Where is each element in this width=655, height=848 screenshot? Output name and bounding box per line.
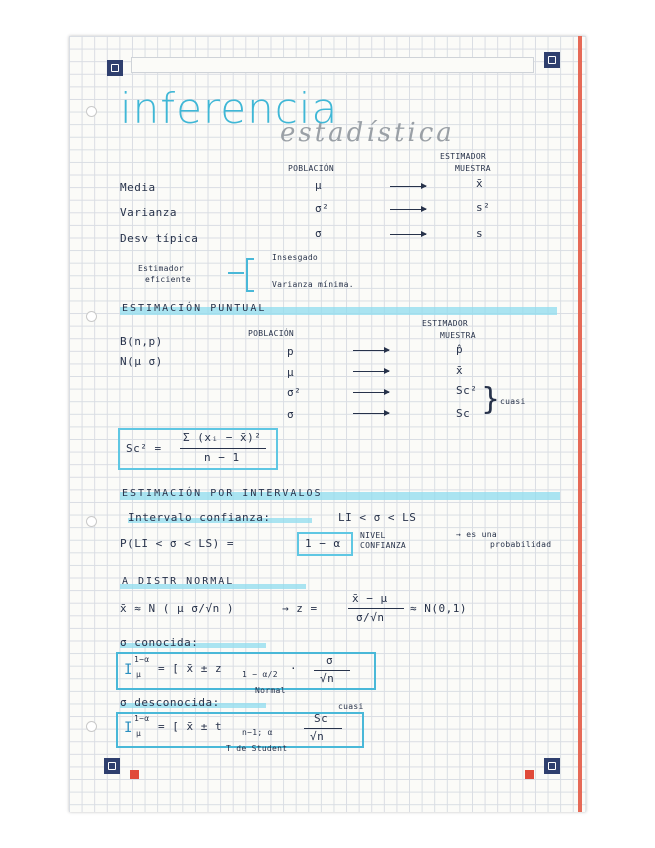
interval-sub: μ xyxy=(136,670,142,679)
binder-hole xyxy=(86,516,97,527)
binder-hole xyxy=(86,106,97,117)
row-est: s² xyxy=(476,201,491,214)
formula1-zsub: 1 − α/2 xyxy=(242,670,278,679)
cuasi-note: cuasi xyxy=(500,397,526,406)
arrow-icon xyxy=(353,392,389,393)
formula-numerator: Σ (xᵢ − x̄)² xyxy=(183,431,262,444)
confianza-expr: LI < σ < LS xyxy=(338,511,417,524)
row-est: s xyxy=(476,227,484,240)
z-numerator: x̄ − μ xyxy=(352,592,388,605)
formula2-tsub: n−1; α xyxy=(242,728,273,737)
interval-sup: 1−α xyxy=(134,655,150,664)
arrow-icon xyxy=(390,186,426,187)
eficiente-label: eficiente xyxy=(145,275,192,284)
curly-bracket-icon xyxy=(246,258,254,292)
margin-line xyxy=(578,36,582,812)
row-pop: σ² xyxy=(287,386,302,399)
varianza-minima-text: Varianza mínima. xyxy=(272,280,354,289)
red-square-mark xyxy=(525,770,534,779)
z-expr: → z = xyxy=(282,602,318,615)
row-pop: p xyxy=(287,345,295,358)
fraction-line xyxy=(180,448,266,449)
formula1-dot: · xyxy=(290,662,298,675)
row-est: Sc xyxy=(456,407,471,420)
row-est: Sc² xyxy=(456,384,478,397)
row-est: x̄ xyxy=(456,364,464,377)
formula1-numerator: σ xyxy=(326,654,334,667)
confianza-label: Intervalo confianza: xyxy=(128,511,271,524)
row-pop: σ xyxy=(315,227,323,240)
col-muestra: MUESTRA xyxy=(455,164,491,173)
prob-expr: P(LI < σ < LS) = xyxy=(120,537,234,550)
binder-hole xyxy=(86,721,97,732)
interval-sub: μ xyxy=(136,729,142,738)
formula1-body: = [ x̄ ± z xyxy=(158,662,223,675)
interval-symbol: I xyxy=(124,662,133,678)
es-una-note: → es una xyxy=(456,530,497,539)
formula2-body: = [ x̄ ± t xyxy=(158,720,223,733)
formula-lhs: Sc² = xyxy=(126,442,162,455)
fraction-line xyxy=(304,728,342,729)
title-main: inferencia xyxy=(120,84,339,133)
alpha-box-text: 1 − α xyxy=(305,537,341,550)
col-poblacion: POBLACIÓN xyxy=(248,329,295,338)
corner-mark-icon xyxy=(544,758,560,774)
normal-note: Normal xyxy=(255,686,286,695)
distr-expr: x̄ ≈ N ( μ σ/√n ) xyxy=(120,602,234,615)
section-heading-puntual: ESTIMACIÓN PUNTUAL xyxy=(122,303,267,314)
title-sub: estadística xyxy=(280,118,455,148)
arrow-icon xyxy=(390,209,426,210)
arrow-icon xyxy=(353,413,389,414)
curly-brace-icon: } xyxy=(481,382,501,417)
estimador-label: Estimador xyxy=(138,264,185,273)
distr-normal-heading: A DISTR NORMAL xyxy=(122,576,235,587)
corner-mark-icon xyxy=(107,60,123,76)
red-square-mark xyxy=(130,770,139,779)
formula-denominator: n − 1 xyxy=(204,451,240,464)
conocida-label: σ conocida: xyxy=(120,636,199,649)
header-box xyxy=(131,57,534,73)
row-label: Desv típica xyxy=(120,232,199,245)
section-heading-intervalos: ESTIMACIÓN POR INTERVALOS xyxy=(122,488,323,499)
row-pop: σ² xyxy=(315,202,330,215)
cuasi-note: cuasi xyxy=(338,702,364,711)
arrow-icon xyxy=(390,234,426,235)
row-est: x̄ xyxy=(476,177,484,190)
insesgado-text: Insesgado xyxy=(272,253,319,262)
row-label: Varianza xyxy=(120,206,177,219)
row-label: Media xyxy=(120,181,156,194)
binder-hole xyxy=(86,311,97,322)
interval-symbol: I xyxy=(124,720,133,736)
col-estimador: ESTIMADOR xyxy=(440,152,487,161)
z-denominator: σ/√n xyxy=(356,611,385,624)
col-estimador: ESTIMADOR xyxy=(422,319,469,328)
formula2-numerator: Sc xyxy=(314,712,329,725)
dist-normal: N(μ σ) xyxy=(120,355,163,368)
formula1-denominator: √n xyxy=(320,672,335,685)
corner-mark-icon xyxy=(544,52,560,68)
student-note: T de Student xyxy=(226,744,288,753)
fraction-line xyxy=(314,670,350,671)
col-muestra: MUESTRA xyxy=(440,331,476,340)
row-est: p̂ xyxy=(456,343,464,356)
row-pop: μ xyxy=(287,366,295,379)
confianza-label-small: CONFIANZA xyxy=(360,541,407,550)
row-pop: σ xyxy=(287,408,295,421)
desconocida-label: σ desconocida: xyxy=(120,696,220,709)
col-poblacion: POBLACIÓN xyxy=(288,164,335,173)
fraction-line xyxy=(348,608,404,609)
corner-mark-icon xyxy=(104,758,120,774)
row-pop: μ xyxy=(315,179,323,192)
z-rhs: ≈ N(0,1) xyxy=(410,602,467,615)
formula2-denominator: √n xyxy=(310,730,325,743)
arrow-icon xyxy=(353,371,389,372)
arrow-icon xyxy=(353,350,389,351)
probabilidad-note: probabilidad xyxy=(490,540,552,549)
dist-binomial: B(n,p) xyxy=(120,335,163,348)
nivel-label: NIVEL xyxy=(360,531,386,540)
connector-line xyxy=(228,272,244,274)
interval-sup: 1−α xyxy=(134,714,150,723)
